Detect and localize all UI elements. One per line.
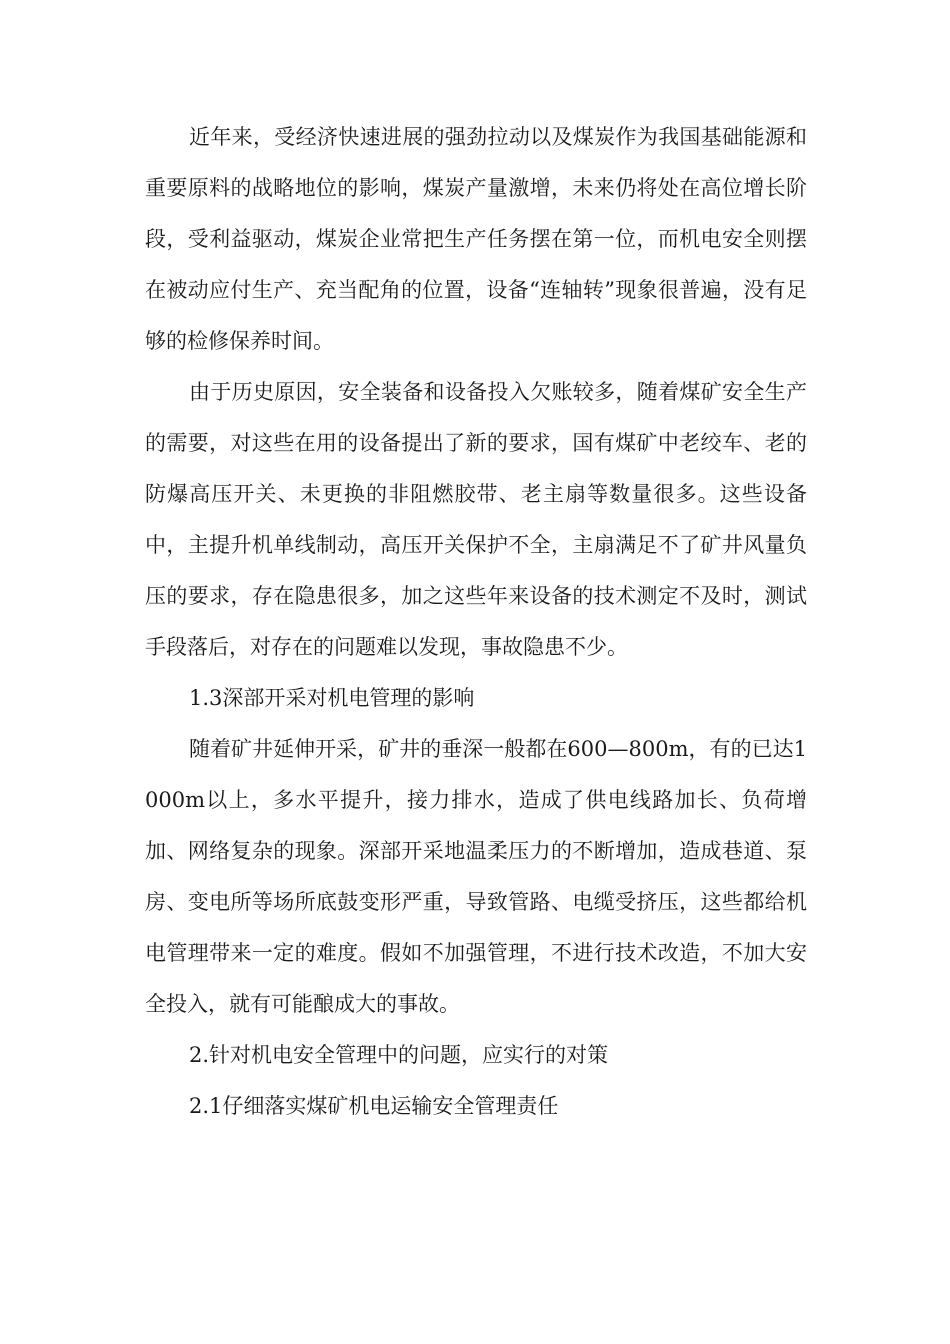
document-body <box>145 112 807 1132</box>
paragraph-1-3: 随着矿井延伸开采，矿井的垂深一般都在600—800m，有的已达1000m以上，多水平提升，接力排水，造成了供电线路加长、负荷增加、网络复杂的现象。深部开采地温柔压力的不断增加，造成巷道、泵房、变电所等场所底鼓变形严重，导致管路、电缆受挤压，这些都给机电管理带来一定的难度。假如不加强管理，不进行技术改造，不加大安全投入，就有可能酿成大的事故。 <box>145 737 807 1016</box>
paragraph-2: 由于历史原因，安全装备和设备投入欠账较多，随着煤矿安全生产的需要，对这些在用的设备提出了新的要求，国有煤矿中老绞车、老的防爆高压开关、未更换的非阻燃胶带、老主扇等数量很多。这些设备中，主提升机单线制动，高压开关保护不全，主扇满足不了矿井风量负压的要求，存在隐患很多，加之这些年来设备的技术测定不及时，测试手段落后，对存在的问题难以发现，事故隐患不少。 <box>145 380 807 659</box>
paragraph-1: 近年来，受经济快速进展的强劲拉动以及煤炭作为我国基础能源和重要原料的战略地位的影响，煤炭产量激增，未来仍将处在高位增长阶段，受利益驱动，煤炭企业常把生产任务摆在第一位，而机电安全则摆在被动应付生产、充当配角的位置，设备“连轴转”现象很普遍，没有足够的检修保养时间。 <box>145 125 807 353</box>
section-heading-1-3: 1.3深部开采对机电管理的影响 <box>189 686 475 710</box>
section-heading-2-1: 2.1仔细落实煤矿机电运输安全管理责任 <box>189 1094 559 1118</box>
section-heading-2: 2.针对机电安全管理中的问题，应实行的对策 <box>189 1043 609 1067</box>
